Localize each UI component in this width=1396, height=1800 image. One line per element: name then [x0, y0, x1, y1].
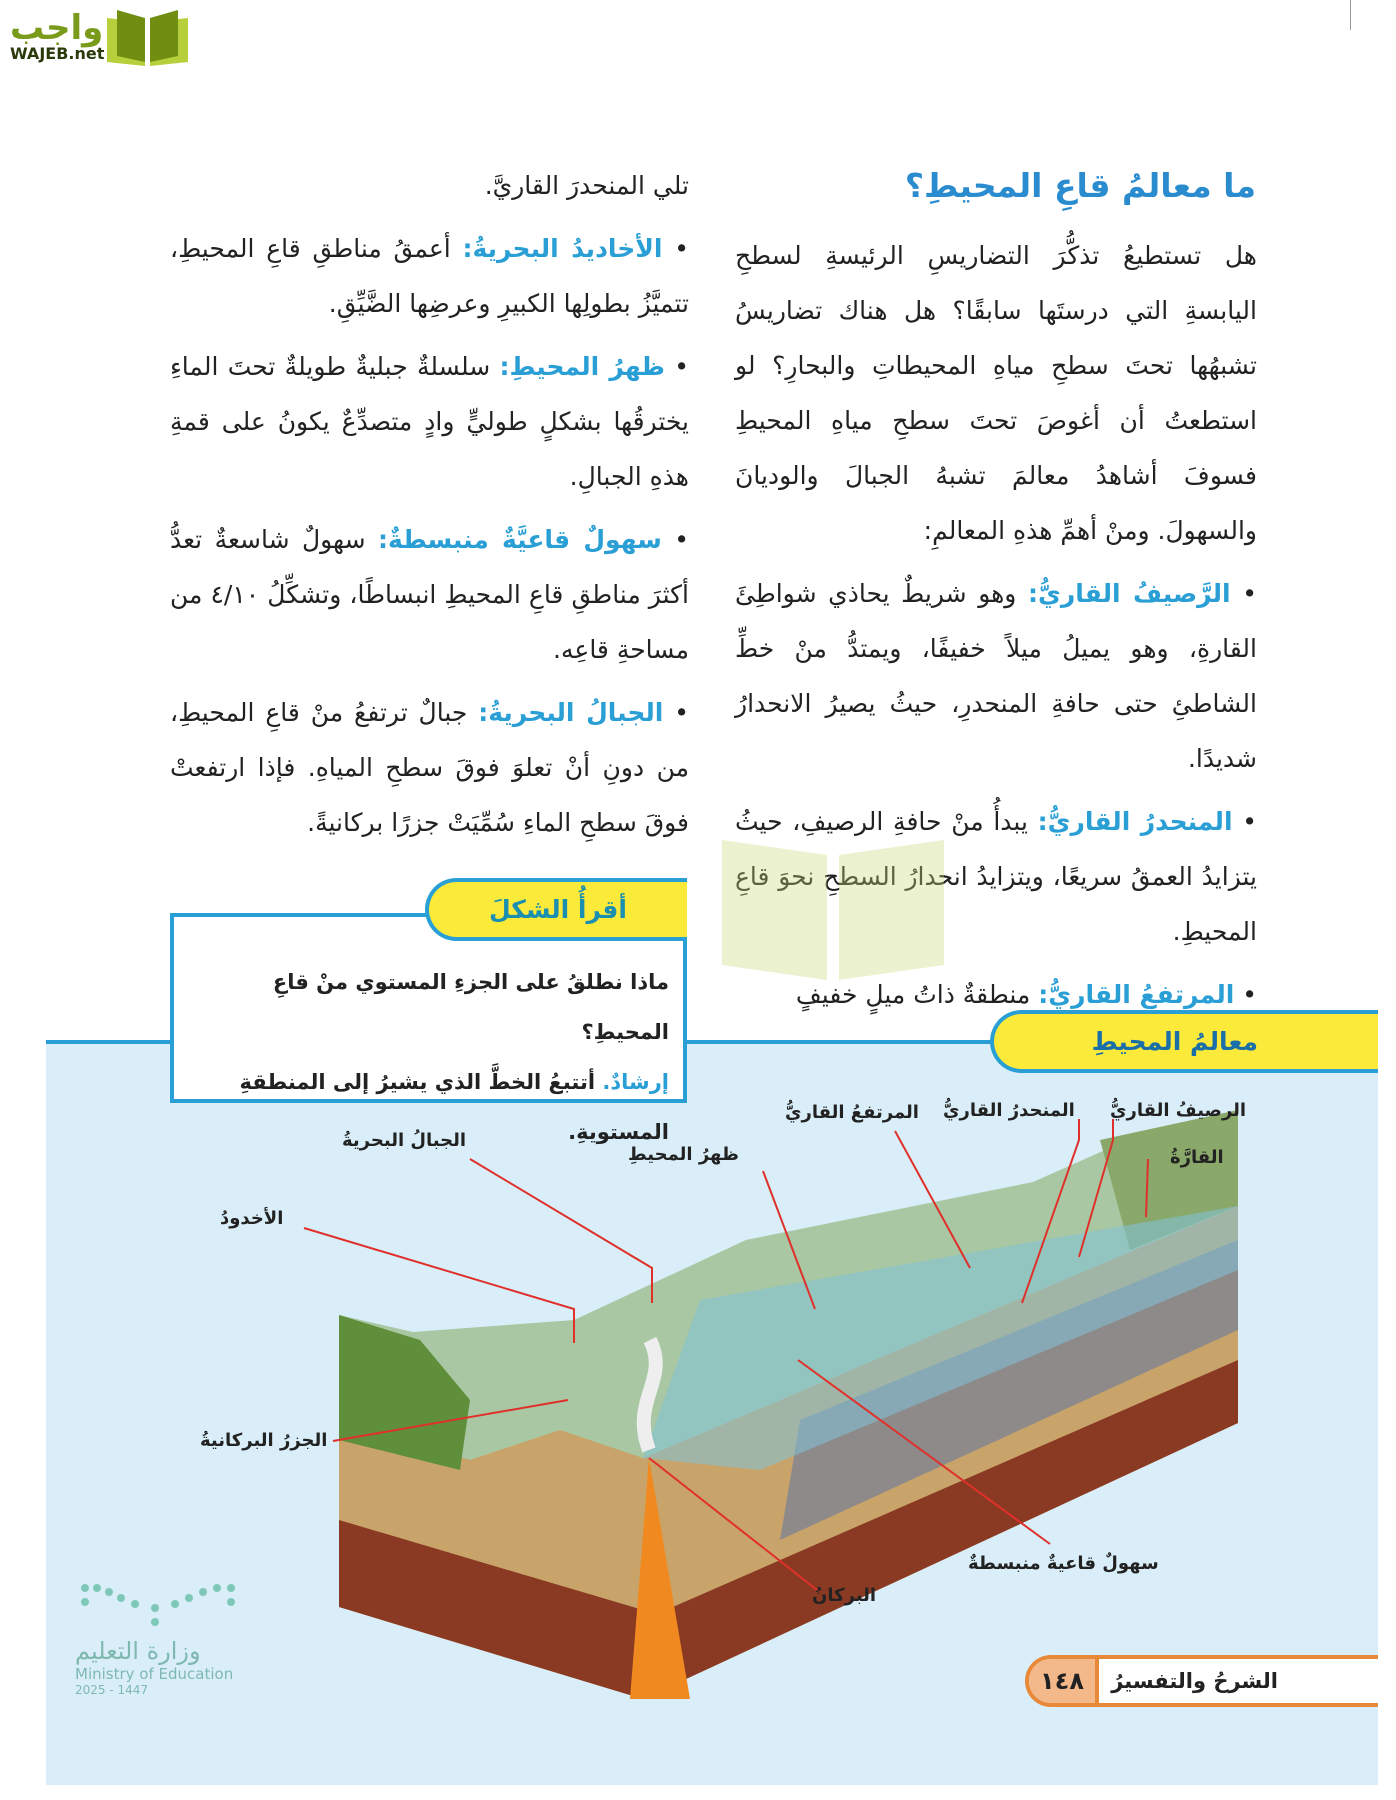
label-ocean-ridge: ظهرُ المحيطِ	[628, 1144, 739, 1165]
section-title: ما معالمُ قاعِ المحيطِ؟	[904, 166, 1256, 205]
label-continental-slope: المنحدرُ القاريُّ	[943, 1100, 1075, 1121]
ministry-name-arabic: وزارة التعليم	[75, 1637, 201, 1665]
bullet-seamounts: • الجبالُ البحريةُ: جبالٌ ترتفعُ منْ قاعِ المحيطِ، من دونِ أنْ تعلوَ فوقَ سطحِ المياهِ. فإذا ارتفعتْ فوقَ سطحِ الماءِ سُمِّيَتْ جزرًا بركانيةً.	[170, 698, 689, 837]
bullet-continental-shelf: • الرَّصيفُ القاريُّ: وهو شريطٌ يحاذي شواطِئَ القارةِ، وهو يميلُ ميلاً خفيفًا، ويمتدُّ منْ خطِّ الشاطئِ حتى حافةِ المنحدرِ، حيثُ يصيرُ الانحدارُ شديدًا.	[735, 579, 1257, 773]
page-footer	[1025, 1655, 1378, 1707]
bullet-ridge: • ظهرُ المحيطِ: سلسلةٌ جبليةٌ طويلةٌ تحتَ الماءِ يخترقُها بشكلٍ طوليٍّ وادٍ متصدِّعٌ يكونُ على قمةِ هذهِ الجبالِ.	[170, 352, 689, 491]
figure-heading: معالمُ المحيطِ	[990, 1010, 1378, 1073]
label-continental-rise: المرتفعُ القاريُّ	[785, 1102, 919, 1123]
label-trench: الأخدودُ	[220, 1208, 284, 1229]
wajeb-logo-latin: WAJEB.net	[10, 44, 105, 63]
ministry-year: 2025 - 1447	[75, 1683, 149, 1697]
bullet-continental-rise: • المرتفعُ القاريُّ: منطقةٌ ذاتُ ميلٍ خفيفٍ	[795, 980, 1257, 1009]
read-figure-question: ماذا نطلقُ على الجزءِ المستوي منْ قاعِ المحيطِ؟	[272, 970, 669, 1044]
intro-paragraph: هل تستطيعُ تذكُّرَ التضاريسِ الرئيسةِ لسطحِ اليابسةِ التي درستَها سابقًا؟ هل هناك تضاريسُ تشبهُها تحتَ سطحِ مياهِ المحيطاتِ والبحارِ؟ لو استطعتُ أن أغوصَ تحتَ سطحِ مياهِ المحيطِ فسوفَ أشاهدُ معالمَ تشبهُ الجبالَ والوديانَ والسهولَ. ومنْ أهمِّ هذهِ المعالمِ:	[735, 241, 1257, 545]
read-figure-hint: إرشادٌ. أتتبعُ الخطَّ الذي يشيرُ إلى المنطقةِ المستويةِ.	[239, 1070, 669, 1144]
bullet-trenches: • الأخاديدُ البحريةُ: أعمقُ مناطقِ قاعِ المحيطِ، تتميَّزُ بطولِها الكبيرِ وعرضِها الضَّيِّقِ.	[170, 234, 689, 318]
label-volcano: البركانُ	[812, 1585, 877, 1606]
label-volcanic-islands: الجزرُ البركانيةُ	[200, 1430, 328, 1451]
ministry-logo	[75, 1578, 250, 1697]
page-number: ١٤٨	[1029, 1659, 1099, 1703]
wajeb-logo-arabic: واجب	[10, 8, 104, 48]
ministry-dots-icon	[75, 1578, 250, 1633]
label-continental-shelf: الرصيفُ القاريُّ	[1110, 1100, 1247, 1121]
bullet-abyssal-plains: • سهولٌ قاعيَّةٌ منبسطةٌ: سهولٌ شاسعةٌ تعدُّ أكثرَ مناطقِ قاعِ المحيطِ انبساطًا، وتشكِّلُ ٤/١٠ من مساحةِ قاعِه.	[170, 525, 690, 664]
footer-section-title: الشرحُ والتفسيرُ	[1111, 1669, 1278, 1693]
label-seamounts: الجبالُ البحريةُ	[342, 1130, 467, 1151]
continuation-text: تلي المنحدرَ القاريَّ.	[484, 171, 689, 200]
label-continent: القارَّةُ	[1170, 1147, 1224, 1168]
read-figure-tab: أقرأُ الشكلَ	[425, 878, 687, 941]
ministry-name-english: Ministry of Education	[75, 1665, 234, 1683]
bullet-continental-slope: • المنحدرُ القاريُّ: يبدأُ منْ حافةِ الرصيفِ، حيثُ يتزايدُ العمقُ سريعًا، ويتزايدُ انحدارُ السطحِ نحوَ قاعِ المحيطِ.	[735, 807, 1257, 946]
label-abyssal-plains: سهولٌ قاعيةٌ منبسطةٌ	[968, 1553, 1159, 1574]
